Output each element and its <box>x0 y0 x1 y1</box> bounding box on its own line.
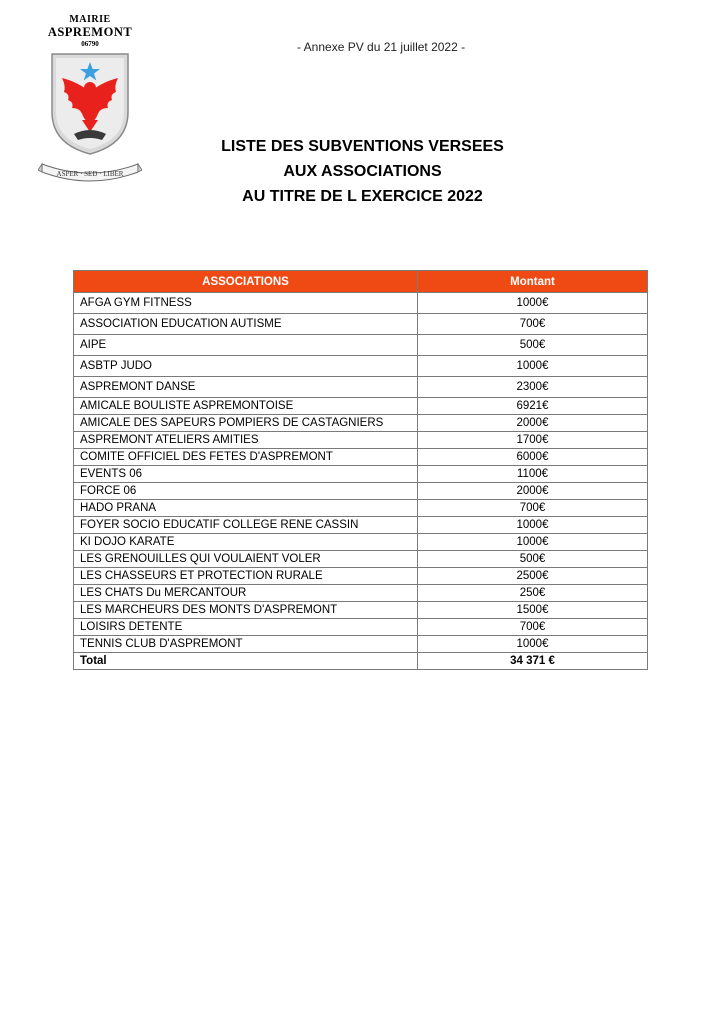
total-label: Total <box>74 653 418 670</box>
crest-town-name: ASPREMONT <box>47 25 133 39</box>
table-row <box>74 500 648 517</box>
amount-cell: 500€ <box>418 551 648 568</box>
annex-reference: - Annexe PV du 21 juillet 2022 - <box>297 40 466 54</box>
document-title <box>0 134 725 209</box>
amount-cell: 500€ <box>418 335 648 356</box>
amount-cell: 6000€ <box>418 449 648 466</box>
association-name: AFGA GYM FITNESS <box>74 293 418 314</box>
table-row <box>74 483 648 500</box>
amount-cell: 6921€ <box>418 398 648 415</box>
association-name: ASSOCIATION EDUCATION AUTISME <box>74 314 418 335</box>
amount-cell: 700€ <box>418 500 648 517</box>
table-row <box>74 432 648 449</box>
table-row <box>74 466 648 483</box>
table-row <box>74 619 648 636</box>
amount-cell: 1000€ <box>418 356 648 377</box>
amount-cell: 1000€ <box>418 517 648 534</box>
association-name: LES CHATS Du MERCANTOUR <box>74 585 418 602</box>
association-name: FOYER SOCIO EDUCATIF COLLEGE RENE CASSIN <box>74 517 418 534</box>
amount-cell: 1700€ <box>418 432 648 449</box>
table-row <box>74 551 648 568</box>
amount-cell: 700€ <box>418 619 648 636</box>
association-name: AMICALE DES SAPEURS POMPIERS DE CASTAGNIERS <box>74 415 418 432</box>
title-line-2: AUX ASSOCIATIONS <box>283 163 442 180</box>
table-row <box>74 335 648 356</box>
amount-cell: 1000€ <box>418 293 648 314</box>
table-row <box>74 568 648 585</box>
title-line-3: AU TITRE DE L EXERCICE 2022 <box>242 188 483 205</box>
association-name: HADO PRANA <box>74 500 418 517</box>
table-row <box>74 398 648 415</box>
amount-cell: 700€ <box>418 314 648 335</box>
table-row <box>74 517 648 534</box>
association-name: AMICALE BOULISTE ASPREMONTOISE <box>74 398 418 415</box>
association-name: LES GRENOUILLES QUI VOULAIENT VOLER <box>74 551 418 568</box>
amount-cell: 1500€ <box>418 602 648 619</box>
column-header-associations: ASSOCIATIONS <box>74 271 418 293</box>
amount-cell: 250€ <box>418 585 648 602</box>
association-name: ASPREMONT DANSE <box>74 377 418 398</box>
table-row <box>74 602 648 619</box>
table-row <box>74 415 648 432</box>
amount-cell: 1000€ <box>418 534 648 551</box>
table-header-row <box>74 271 648 293</box>
table-row <box>74 534 648 551</box>
column-header-amount: Montant <box>418 271 648 293</box>
table-row <box>74 293 648 314</box>
table-row <box>74 314 648 335</box>
table-total-row <box>74 653 648 670</box>
association-name: LES CHASSEURS ET PROTECTION RURALE <box>74 568 418 585</box>
amount-cell: 2500€ <box>418 568 648 585</box>
table-row <box>74 377 648 398</box>
table-row <box>74 449 648 466</box>
association-name: KI DOJO KARATE <box>74 534 418 551</box>
association-name: LES MARCHEURS DES MONTS D'ASPREMONT <box>74 602 418 619</box>
amount-cell: 2300€ <box>418 377 648 398</box>
table-row <box>74 636 648 653</box>
table-row <box>74 585 648 602</box>
association-name: EVENTS 06 <box>74 466 418 483</box>
association-name: LOISIRS DETENTE <box>74 619 418 636</box>
association-name: TENNIS CLUB D'ASPREMONT <box>74 636 418 653</box>
association-name: AIPE <box>74 335 418 356</box>
table-row <box>74 356 648 377</box>
association-name: FORCE 06 <box>74 483 418 500</box>
motto-text: ASPER · SED · LIBER <box>56 170 124 178</box>
title-line-1: LISTE DES SUBVENTIONS VERSEES <box>221 138 504 155</box>
amount-cell: 2000€ <box>418 415 648 432</box>
amount-cell: 2000€ <box>418 483 648 500</box>
association-name: COMITE OFFICIEL DES FETES D'ASPREMONT <box>74 449 418 466</box>
crest-mairie-label: MAIRIE <box>69 14 111 25</box>
amount-cell: 1100€ <box>418 466 648 483</box>
association-name: ASPREMONT ATELIERS AMITIES <box>74 432 418 449</box>
association-name: ASBTP JUDO <box>74 356 418 377</box>
crest-postal-code: 06790 <box>81 40 99 48</box>
total-amount: 34 371 € <box>418 653 648 670</box>
subsidies-table <box>73 270 648 670</box>
amount-cell: 1000€ <box>418 636 648 653</box>
